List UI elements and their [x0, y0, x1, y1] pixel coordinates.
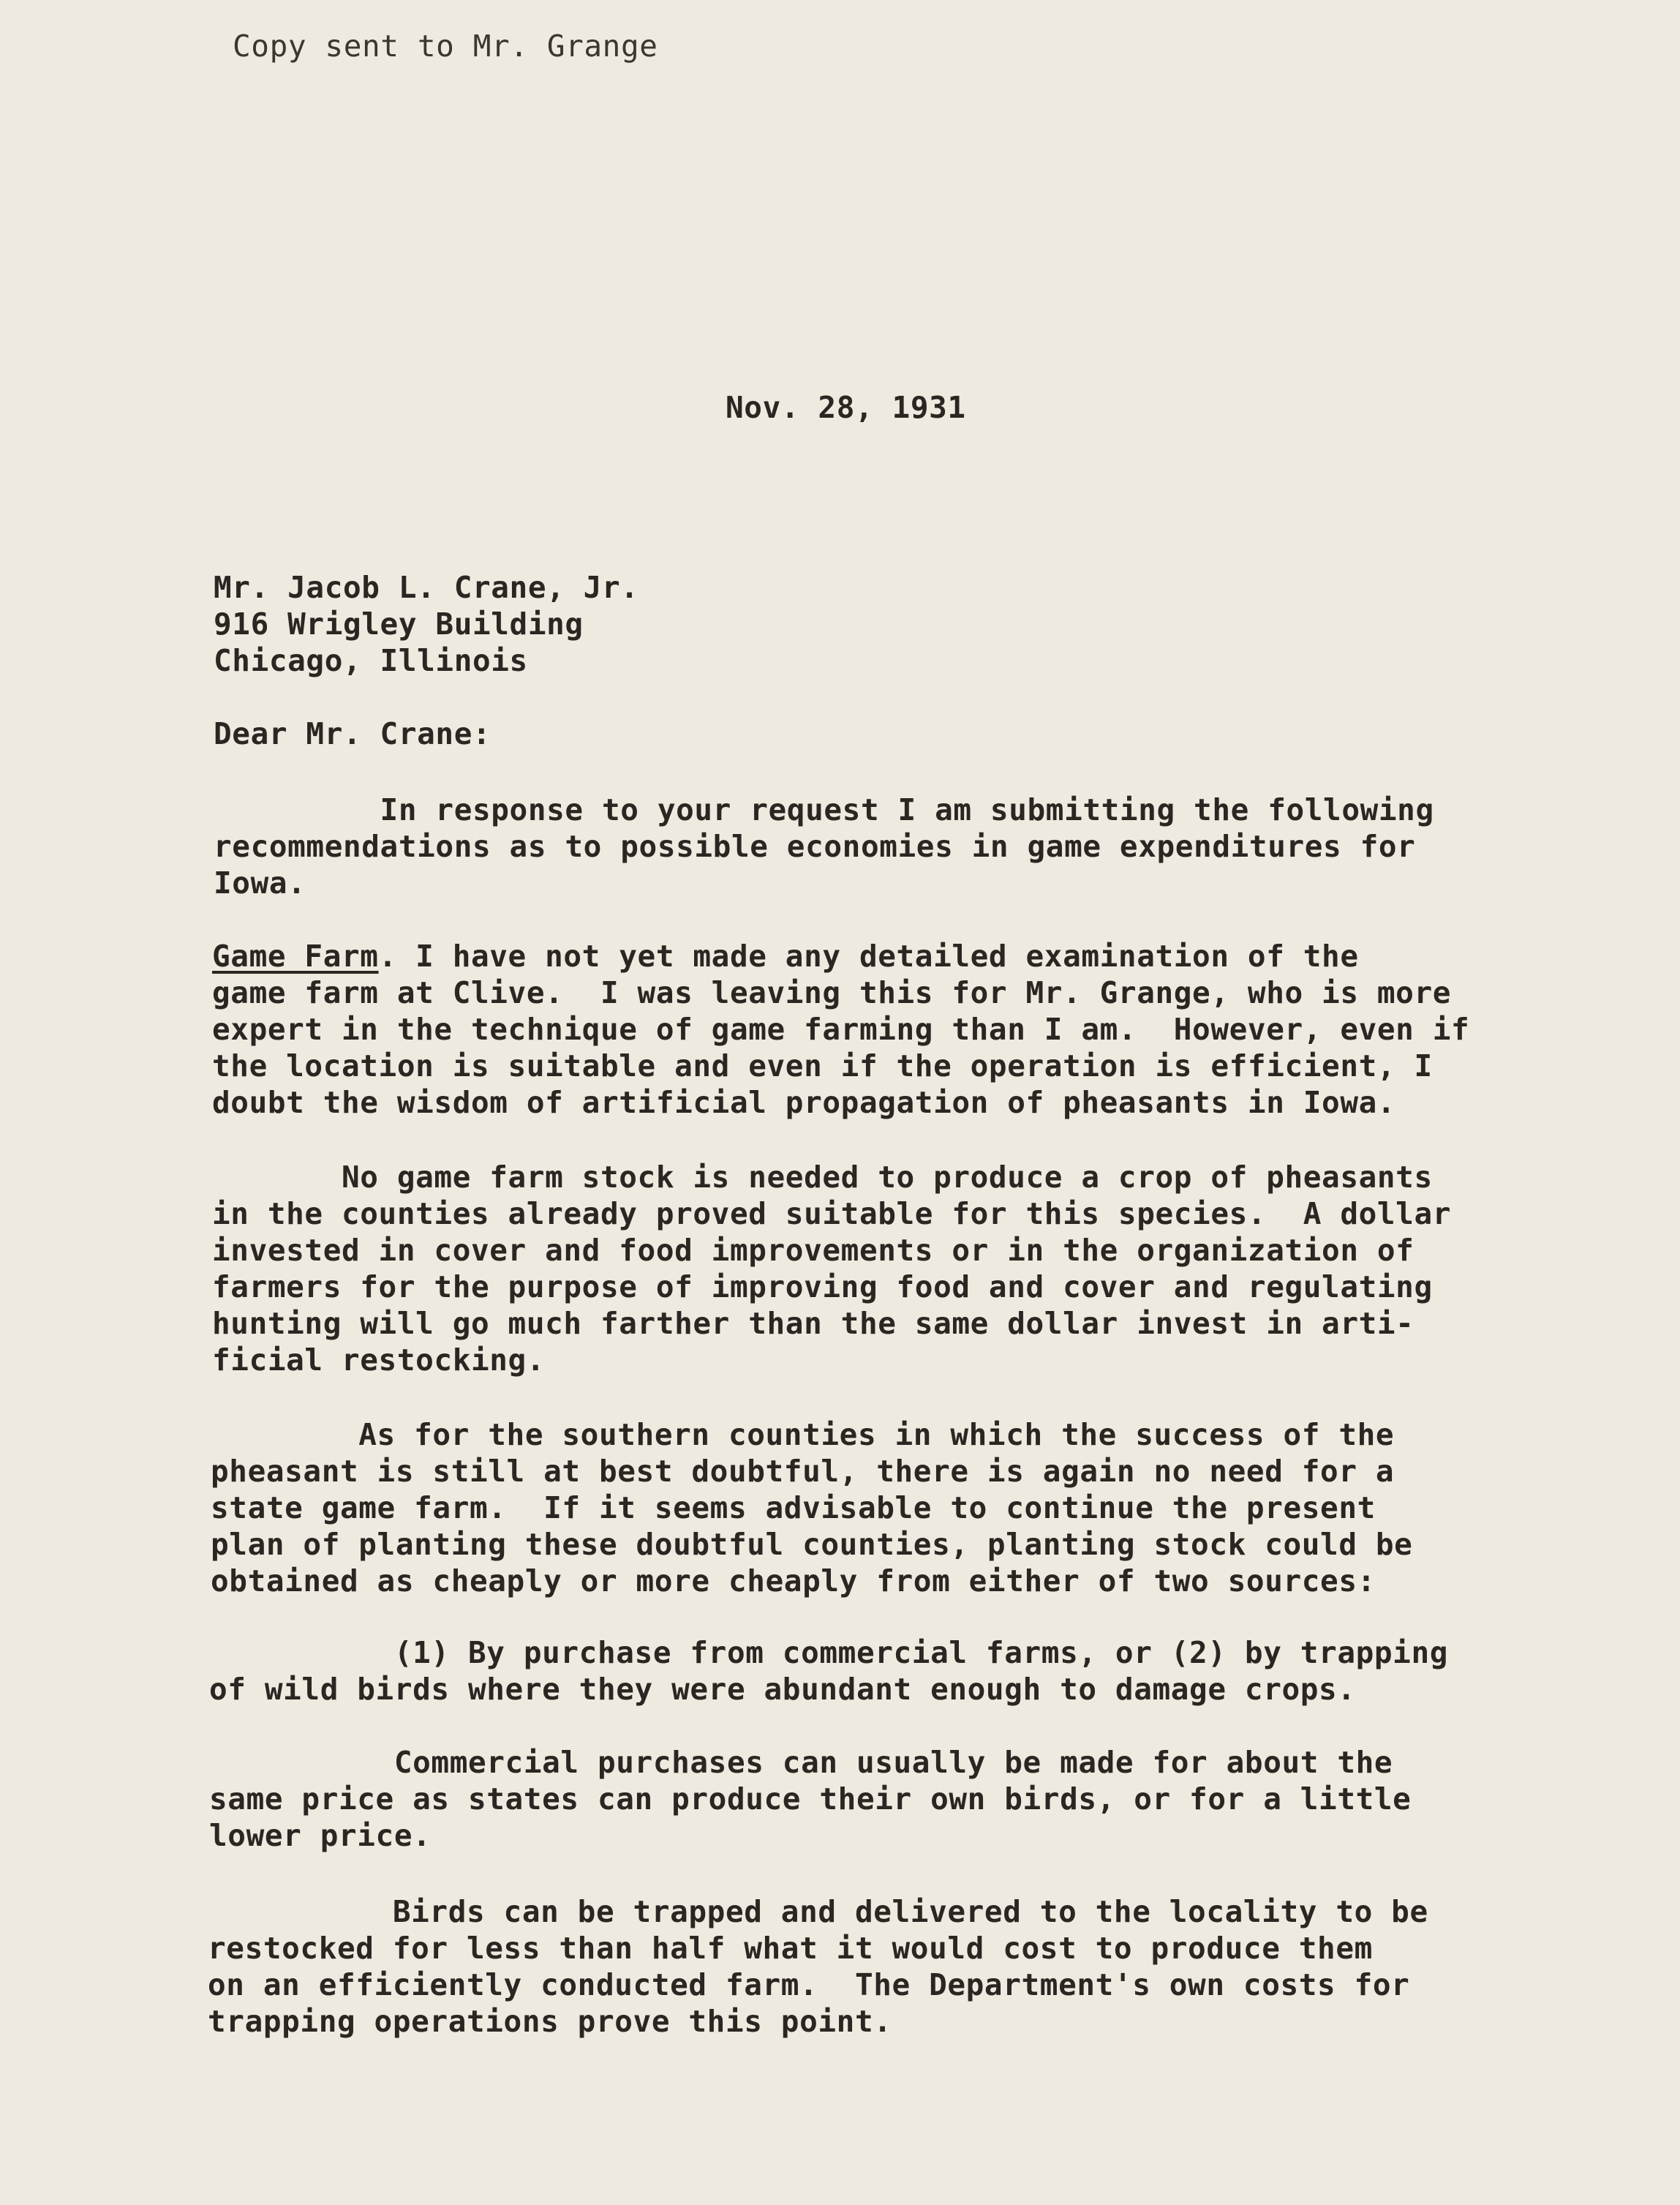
text-line: In response to your request I am submitting the following: [214, 792, 1434, 827]
paragraph-trapping: [208, 1893, 1428, 2040]
text-line: farmers for the purpose of improving food and cover and regulating: [212, 1269, 1433, 1304]
text-line: ficial restocking.: [212, 1342, 546, 1378]
paragraph-game-farm: [212, 938, 1469, 1121]
recipient-city: Chicago, Illinois: [214, 643, 528, 678]
text-line: on an efficiently conducted farm. The Department's own costs for: [208, 1967, 1410, 2002]
paragraph-southern: [211, 1416, 1412, 1599]
paragraph-intro: [214, 792, 1434, 901]
text-line: game farm at Clive. I was leaving this for Mr. Grange, who is more: [212, 975, 1452, 1010]
text-line: plan of planting these doubtful counties, planting stock could be: [211, 1527, 1413, 1562]
text-line: . I have not yet made any detailed examination of the: [378, 939, 1359, 974]
salutation: Dear Mr. Crane:: [214, 716, 491, 751]
paragraph-no-stock: [212, 1159, 1451, 1378]
copy-note: Copy sent to Mr. Grange: [233, 29, 658, 64]
text-line: pheasant is still at best doubtful, there is again no need for a: [211, 1454, 1395, 1489]
game-farm-first-line: [212, 938, 1469, 974]
recipient-address: [214, 569, 639, 679]
game-farm-heading: Game Farm: [212, 939, 379, 974]
text-line: of wild birds where they were abundant enough to damage crops.: [209, 1672, 1356, 1707]
text-line: Commercial purchases can usually be made for about the: [209, 1745, 1393, 1780]
text-line: As for the southern counties in which the success of the: [211, 1417, 1395, 1452]
text-line: the location is suitable and even if the operation is efficient, I: [212, 1048, 1433, 1083]
paragraph-commercial: [209, 1744, 1411, 1854]
text-line: restocked for less than half what it would cost to produce them: [208, 1931, 1373, 1966]
paragraph-sources: [209, 1634, 1448, 1708]
text-line: obtained as cheaply or more cheaply from either of two sources:: [211, 1563, 1376, 1599]
text-line: No game farm stock is needed to produce a crop of pheasants: [212, 1160, 1433, 1195]
text-line: invested in cover and food improvements or in the organization of: [212, 1233, 1415, 1268]
text-line: in the counties already proved suitable for this species. A dollar: [212, 1196, 1452, 1231]
recipient-street: 916 Wrigley Building: [214, 606, 584, 642]
text-line: same price as states can produce their own birds, or for a little: [209, 1781, 1412, 1817]
text-line: Birds can be trapped and delivered to the locality to be: [208, 1894, 1428, 1929]
text-line: expert in the technique of game farming than I am. However, even if: [212, 1012, 1470, 1047]
text-line: state game farm. If it seems advisable to continue the present: [211, 1490, 1376, 1525]
text-line: (1) By purchase from commercial farms, or (2) by trapping: [209, 1635, 1449, 1670]
text-line: trapping operations prove this point.: [208, 2004, 892, 2039]
letter-date: Nov. 28, 1931: [726, 390, 966, 425]
text-line: recommendations as to possible economies in game expenditures for: [214, 829, 1416, 864]
text-line: doubt the wisdom of artificial propagation of pheasants in Iowa.: [212, 1085, 1396, 1120]
text-line: Iowa.: [214, 865, 306, 901]
recipient-name: Mr. Jacob L. Crane, Jr.: [214, 570, 639, 605]
text-line: hunting will go much farther than the same dollar invest in arti-: [212, 1306, 1415, 1341]
text-line: lower price.: [209, 1818, 432, 1853]
